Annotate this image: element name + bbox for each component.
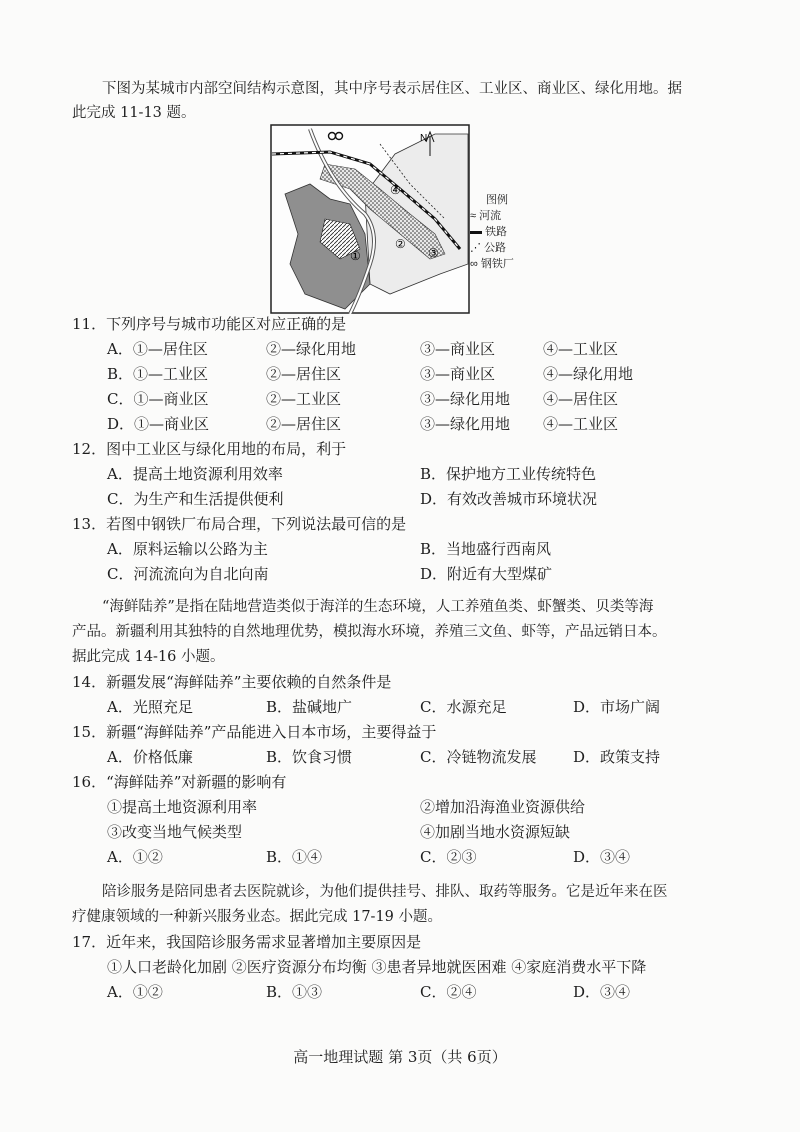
q16-D: D．③④ [573, 848, 631, 866]
q13-A: A．原料运输以公路为主 [107, 540, 268, 558]
q16-s2: ②增加沿海渔业资源供给 [420, 798, 586, 816]
q15-C: C．冷链物流发展 [420, 748, 537, 766]
q11-A-1: A．①—居住区 [107, 340, 208, 358]
legend-road: 公路 [484, 242, 507, 254]
q11-C-4: ④—居住区 [543, 390, 619, 408]
q11-A-4: ④—工业区 [543, 340, 619, 358]
city-structure-map [270, 124, 470, 314]
passage2-line2: 产品。新疆利用其独特的自然地理优势，模拟海水环境，养殖三文鱼、虾等，产品远销日本。 [72, 624, 667, 640]
passage2-line1: “海鲜陆养”是指在陆地营造类似于海洋的生态环境，人工养殖鱼类、虾蟹类、贝类等海 [102, 599, 654, 615]
q16-s4: ④加剧当地水资源短缺 [420, 823, 571, 841]
q14-stem: 14．新疆发展“海鲜陆养”主要依赖的自然条件是 [72, 673, 392, 691]
q12-D: D．有效改善城市环境状况 [420, 490, 598, 508]
q11-D-3: ③—绿化用地 [420, 415, 511, 433]
q11-D-2: ②—居住区 [266, 415, 342, 433]
legend-steel: 钢铁厂 [480, 258, 514, 270]
q11-B-1: B．①—工业区 [107, 365, 209, 383]
passage3-line2: 疗健康领域的一种新兴服务业态。据此完成 17-19 小题。 [72, 909, 443, 925]
q17-stem: 17．近年来，我国陪诊服务需求显著增加主要原因是 [72, 933, 422, 951]
q11-C-3: ③—绿化用地 [420, 390, 511, 408]
q13-C: C．河流流向为自北向南 [107, 565, 269, 583]
q12-stem: 12．图中工业区与绿化用地的布局，利于 [72, 440, 347, 458]
q13-stem: 13．若图中钢铁厂布局合理，下列说法最可信的是 [72, 515, 407, 533]
q11-C-2: ②—工业区 [266, 390, 342, 408]
q15-D: D．政策支持 [573, 748, 661, 766]
q13-B: B．当地盛行西南风 [420, 540, 552, 558]
q17-D: D．③④ [573, 983, 631, 1001]
river-icon: ≈ [470, 210, 477, 222]
q16-A: A．①② [107, 848, 163, 866]
q11-B-2: ②—居住区 [266, 365, 342, 383]
map-label-4: ④ [390, 183, 401, 197]
legend-river: 河流 [479, 210, 502, 222]
q11-C-1: C．①—商业区 [107, 390, 209, 408]
q15-B: B．饮食习惯 [266, 748, 353, 766]
q17-A: A．①② [107, 983, 163, 1001]
map-label-3: ③ [428, 246, 439, 260]
q16-s3: ③改变当地气候类型 [107, 823, 243, 841]
q13-D: D．附近有大型煤矿 [420, 565, 553, 583]
q14-A: A．光照充足 [107, 698, 193, 716]
passage2-line3: 据此完成 14-16 小题。 [72, 649, 225, 665]
map-label-1: ① [350, 249, 361, 263]
passage3-line1: 陪诊服务是陪同患者去医院就诊，为他们提供挂号、排队、取药等服务。它是近年来在医 [102, 884, 668, 900]
q11-stem: 11．下列序号与城市功能区对应正确的是 [72, 315, 347, 333]
q11-A-2: ②—绿化用地 [266, 340, 357, 358]
q15-stem: 15．新疆“海鲜陆养”产品能进入日本市场，主要得益于 [72, 723, 437, 741]
q11-B-3: ③—商业区 [420, 365, 496, 383]
q16-B: B．①④ [266, 848, 323, 866]
q14-B: B．盐碱地广 [266, 698, 353, 716]
q14-D: D．市场广阔 [573, 698, 661, 716]
q11-D-4: ④—工业区 [543, 415, 619, 433]
q16-stem: 16．“海鲜陆养”对新疆的影响有 [72, 773, 287, 791]
q17-statements: ①人口老龄化加剧 ②医疗资源分布均衡 ③患者异地就医困难 ④家庭消费水平下降 [107, 958, 647, 976]
steel-plant-legend-icon: ∞ [470, 258, 478, 270]
passage1-line2: 此完成 11-13 题。 [72, 105, 196, 121]
north-label: N [420, 133, 428, 144]
q17-B: B．①③ [266, 983, 323, 1001]
passage1-line1: 下图为某城市内部空间结构示意图，其中序号表示居住区、工业区、商业区、绿化用地。据 [102, 81, 682, 97]
q16-C: C．②③ [420, 848, 477, 866]
q12-B: B．保护地方工业传统特色 [420, 465, 597, 483]
q11-A-3: ③—商业区 [420, 340, 496, 358]
legend-railway: 铁路 [485, 226, 508, 238]
map-label-2: ② [395, 237, 406, 251]
map-legend [470, 192, 514, 272]
q11-D-1: D．①—商业区 [107, 415, 210, 433]
q12-A: A．提高土地资源利用效率 [107, 465, 283, 483]
railway-icon [470, 231, 482, 234]
q15-A: A．价格低廉 [107, 748, 193, 766]
q16-s1: ①提高土地资源利用率 [107, 798, 258, 816]
q11-B-4: ④—绿化用地 [543, 365, 634, 383]
legend-title: 图例 [486, 194, 508, 206]
q12-C: C．为生产和生活提供便利 [107, 490, 284, 508]
page-footer: 高一地理试题 第 3页（共 6页） [293, 1048, 507, 1066]
q14-C: C．水源充足 [420, 698, 507, 716]
q17-C: C．②④ [420, 983, 477, 1001]
road-icon: ⋰ [470, 242, 481, 254]
